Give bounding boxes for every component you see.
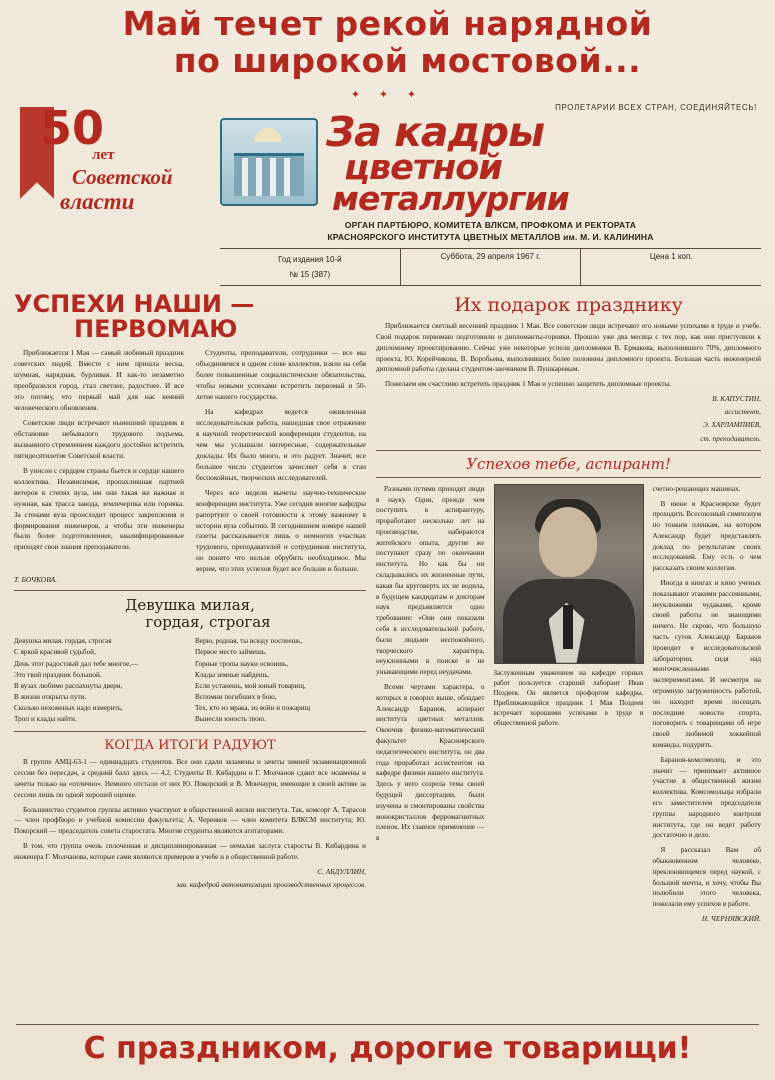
- poem-line: День этот радостный дал тебе многое,—: [14, 659, 139, 668]
- results-paragraph: В том, что группа очень сплоченная и дисциплинированная — немалая заслуга старосты В. Кибардина и инженера Г. Молчанова, которые сами являются примером в учебе и в общественной работе.: [14, 842, 366, 861]
- divider: [14, 590, 366, 591]
- aspirant-signature: Н. ЧЕРНЯВСКИЙ.: [701, 913, 761, 923]
- poem-line: Верю, родная, ты всюду поспеешь,: [195, 637, 303, 646]
- masthead-right: [214, 103, 761, 286]
- organ-line2: КРАСНОЯРСКОГО ИНСТИТУТА ЦВЕТНЫХ МЕТАЛЛОВ им. М. И. КАЛИНИНА: [327, 231, 654, 242]
- portrait-photo: [494, 484, 644, 664]
- poem-line: Клады земные найдешь.: [195, 670, 270, 679]
- gift-paragraph: Приближается светлый весенний праздник 1 Мая. Все советские люди встречают его новыми успехами в труде и учебе. Свой подарок первомаю подготовили и дипломанты-горняки. Прошло уже два месяца с тех пор, как они приступили к дипломному проектированию. Сейчас уже некоторые успели дипломники В. Ермакова, выполнившего 70%, дипломного проекта, Ю. Корейчикова, В. Воробьева, выполнивших более половины дипломного проекта. Большая часть инженерной дипломной работы сделана студентом-заочником В. Пушкаревым.: [376, 322, 761, 374]
- anniversary-number: 50: [40, 100, 105, 155]
- aspirant-paragraph: Я рассказал Вам об обыкновенном человеке, преклоняющемся перед наукой, с большой мечты, и хочу, чтобы Вы полюбили этого человека, пожелали ему успехов в работе.: [652, 846, 761, 909]
- right-column: [376, 292, 761, 924]
- poem-line: С яркой красивой судьбой,: [14, 648, 96, 657]
- aspirant-headline-box: [376, 450, 761, 478]
- poem-line: Тех, кто из мрака, из войн и пожарищ: [195, 704, 311, 713]
- poem-title-line2: гордая, строгая: [145, 612, 271, 631]
- issue-date: Суббота, 29 апреля 1967 г.: [400, 249, 581, 285]
- photo-block: [494, 484, 644, 924]
- crest-sun-shape: [254, 128, 282, 142]
- paper-title-line2: цветной: [344, 147, 502, 188]
- poem-body: [14, 636, 366, 725]
- gift-signature-1: В. КАПУСТИН,: [712, 393, 761, 403]
- issue-year: Год издания 10-й: [278, 255, 342, 265]
- crest-column-4: [284, 158, 290, 196]
- issue-bar: [220, 248, 761, 286]
- top-banner-line2: по широкой мостовой...: [173, 40, 642, 80]
- aspirant-column-1: [376, 484, 485, 924]
- top-banner: [0, 0, 775, 82]
- photo-caption: Заслуженным уважением на кафедре горных работ пользуется старший лаборант Иван Поздеев. Он является профоргом кафедры. Приближающийся праздник 1 Мая Поздеев встречает хорошими успехами в труде и общественной работе.: [493, 668, 644, 728]
- lead-paragraph: Студенты, преподаватели, сотрудники — все мы объединяемся в одном слове коллектив, взяли на себя более повышенные социалистические обязательства, чтобы новыми успехами встретить первомай и 50-летие нашего государства.: [196, 348, 366, 402]
- anniversary-line2: Советской: [72, 164, 173, 189]
- lead-paragraph: В унисон с сердцем страны бьется и сердце нашего коллектива. Независимая, пропахлившая партией ветеров в степях вуза, им они такая же важная и нужная, как трасса завода, землечерпка или горняка. За стенами вуза происходит процесс закрепления и формирования инженеров, а чтобы эти инженеры были более подготовленнее, квалифицированные приходят свои знания преподаватели.: [14, 465, 184, 552]
- organ-line1: ОРГАН ПАРТБЮРО, КОМИТЕТА ВЛКСМ, ПРОФКОМА И РЕКТОРАТА: [344, 220, 637, 231]
- results-signature-title: зав. кафедрой автоматизации производственных процессов.: [176, 879, 366, 889]
- left-lead-article: [14, 348, 366, 575]
- anniversary-line3: власти: [60, 188, 135, 214]
- organ-statement: [220, 220, 761, 243]
- lead-article-signature: Т. БОЧКОВА.: [14, 575, 57, 585]
- results-paragraph: Большинство студентов группы активно участвуют в общественной жизни института. Так, комсорг А. Тарасов — член профбюро и учебной комиссии факультета; А. Черенков — член комитета ВЛКСМ института; Ю. Покорский — председатель совета старостата. Многие студенты являются агитаторами.: [14, 805, 366, 836]
- gift-paragraph: Пожелаем им счастливо встретить праздник 1 Мая и успешно защитить дипломные проекты.: [385, 380, 672, 389]
- results-signature-name: С. АБДУЛЛИН,: [317, 866, 366, 876]
- masthead: [0, 100, 775, 286]
- poem-line: Вспомни погибших в бою,: [195, 693, 277, 702]
- gift-article: [376, 321, 761, 390]
- poem-title-line1: Девушка милая,: [125, 596, 255, 615]
- paper-title-line1: За кадры: [326, 107, 545, 156]
- poem-line: Если устанешь, мой юный товарищ,: [195, 681, 306, 690]
- results-article: [14, 757, 366, 862]
- lead-paragraph: Приближается 1 Мая — самый любимый праздник советских людей. Вместе с ним пришла весна, шумная, нарядная, бурливая. И как-то незаметно преобразился город, стал светлее, радостнее. И все это потому, что первый май для нас веяний человеческого обновления.: [14, 348, 184, 413]
- left-column: [14, 292, 366, 924]
- aspirant-paragraph: Всеми чертами характера, о которых я говорил выше, обладает Александр Баранов, аспирант института цветных металлов. Окончив физико-математический факультет Красноярского педагогического института, он два года проработал ассистентом на кафедре физики нашего института. Здесь у него созрела тема своей будущей диссертации, были изучены и смонтированы свойства монокристаллов ферромагнитных пленок. Их главное применение — в: [376, 683, 485, 843]
- poem-line: Вынесли юность твою.: [195, 715, 266, 724]
- gift-headline: Их подарок празднику: [454, 294, 683, 317]
- bottom-divider: [16, 1024, 759, 1025]
- lead-paragraph: На кафедрах ведется оживленная исследовательская работа, нашедшая свое отражение в научной теоретической конференции студентов, на чем мы услышали интересные, содержательные доклады. Их было много, и это радует. Значит, все большее число студентов зачисляет себя в стан беспокойных, творческих исследователей.: [196, 407, 366, 482]
- left-headline-line2: ПЕРВОМАЮ: [74, 315, 238, 344]
- poem-title: [14, 597, 366, 630]
- aspirant-paragraph: В июне в Красноярске будет проходить Всесоюзный симпозиум по тонким пленкам, на котором Александр будет представлять доклад по результатам своих исследований. Ему есть о чем рассказать своим коллегам.: [652, 499, 761, 573]
- poem-line: В вузах любимо распахнуты двери,: [14, 681, 123, 690]
- aspirant-paragraph: Разными путями приходят люди в науку. Одни, прежде чем поступить в аспирантуру, проработают несколько лет на производстве, набираются житейского опыта, другие же поступают сразу по окончании института. Но как бы ни складывались их жизненные пути, какая бы круговерть их не водила, в будущем кандидатам и докторам наук предъявляется одно требование: «Они они показали себя в исследовательской работе, были людьми неспокойного, творческого характера, неуклонными в поиске и не унывающими перед неудачами.: [376, 484, 485, 677]
- results-paragraph: В группе АМЦ-63-1 — одиннадцать студентов. Все они сдали экзамены и зачеты зимней экзаменационной сессии без пересдач, а средний балл здесь — 4,2. Студенты В. Кибардин и Г. Молчанов сдают все экзамены и зачеты только на «отлично». Немного отстали от них Ю. Покорский и В. Мончаури, имеющие в своей активе за сессию лишь по одной хорошей оценке.: [14, 758, 366, 799]
- content-area: [0, 286, 775, 924]
- anniversary-emblem: [14, 100, 214, 215]
- lead-paragraph: Через все недели вычеты научно-технические конференции института. Уже сегодня многие кафедры рапортуют о своей готовности к этому важному в истории вуза событию. В сегодняшнем номере нашей газеты рассказывается лишь о немногих участках трудового, преподавателей и сотрудников института, но понято что нельзя обрубить необходимое. Мы верим, что этих успехов будет все больше и больше.: [196, 487, 366, 574]
- issue-number: № 15 (387): [289, 270, 331, 280]
- poem-line: Девушка милая, гордая, строгая: [14, 637, 112, 646]
- left-headline-line1: УСПЕХИ НАШИ —: [14, 290, 255, 319]
- poem-line: Горные тропы науки освоишь,: [195, 659, 289, 668]
- gift-signature-1-title: ассистент,: [724, 407, 761, 417]
- poem-line: Сколько нехоженых надо измерить,: [14, 704, 123, 713]
- divider: [14, 731, 366, 732]
- proletarii-slogan: ПРОЛЕТАРИИ ВСЕХ СТРАН, СОЕДИНЯЙТЕСЬ!: [555, 102, 757, 112]
- poem-line: Троп и клады найти.: [14, 715, 77, 724]
- crest-column-2: [256, 158, 262, 196]
- poem-line: В жизни открыты пути.: [14, 693, 87, 702]
- crest-column-1: [242, 158, 248, 196]
- bottom-banner: [0, 1016, 775, 1080]
- aspirant-column-2: [653, 484, 762, 924]
- ornament-divider: ✦ ✦ ✦: [350, 88, 425, 101]
- bottom-banner-text: С праздником, дорогие товарищи!: [83, 1031, 692, 1066]
- paper-title-line3: металлургии: [332, 178, 569, 218]
- aspirant-and-photo: [376, 484, 761, 924]
- poem-line: Это твой праздник большой.: [14, 670, 102, 679]
- lead-paragraph: Советские люди встречают нынешний праздник в обстановке небывалого трудового подъема, вызванного стремлением каждого достойно встретить пятидесятилетие Советской власти.: [14, 418, 184, 460]
- issue-year-number: [220, 249, 400, 285]
- poem-left-stanza: [14, 636, 185, 725]
- top-banner-line1: Май течет рекой нарядной: [122, 4, 653, 43]
- aspirant-paragraph: счетно-решающих машинах.: [652, 484, 741, 493]
- anniversary-line1: лет: [92, 146, 115, 163]
- gift-signature-2: Э. ХАРЛАМПИЕВ,: [703, 420, 761, 430]
- photo-tie-shape: [563, 605, 573, 649]
- issue-price: Цена 1 коп.: [580, 249, 761, 285]
- poem-right-stanza: [195, 636, 366, 725]
- gift-signature-2-title: ст. преподаватель.: [700, 433, 761, 443]
- aspirant-paragraph: Баранов-комсомолец, и это значит — принимает активное участие в общественной жизни коллектива. Комсомольцы избрали его заместителем председателя группы народного контроля института, где он ведет работу достаточно и дело.: [652, 755, 761, 840]
- aspirant-paragraph: Иногда в книгах и кино ученых показывают этакими рассеянными, неуклюжими чудаками, кроме своей работы не знающими ничего. Не скрою, что большую часть суток Александр Баранов проводит в исследовательской лаборатории, сидя над многочисленными экспериментами. И несмотря на огромную загруженность работой, он находит время посещать последние новости спорта, поговорить с товарищами об игре своей любимой хоккейной команды, подурить.: [652, 579, 761, 750]
- institute-crest-icon: [220, 118, 318, 206]
- poem-line: Первое место займешь.: [195, 648, 267, 657]
- aspirant-headline: Успехов тебе, аспирант!: [466, 454, 671, 473]
- results-heading: КОГДА ИТОГИ РАДУЮТ: [104, 738, 276, 754]
- photo-head-shape: [539, 507, 597, 577]
- crest-column-3: [270, 158, 276, 196]
